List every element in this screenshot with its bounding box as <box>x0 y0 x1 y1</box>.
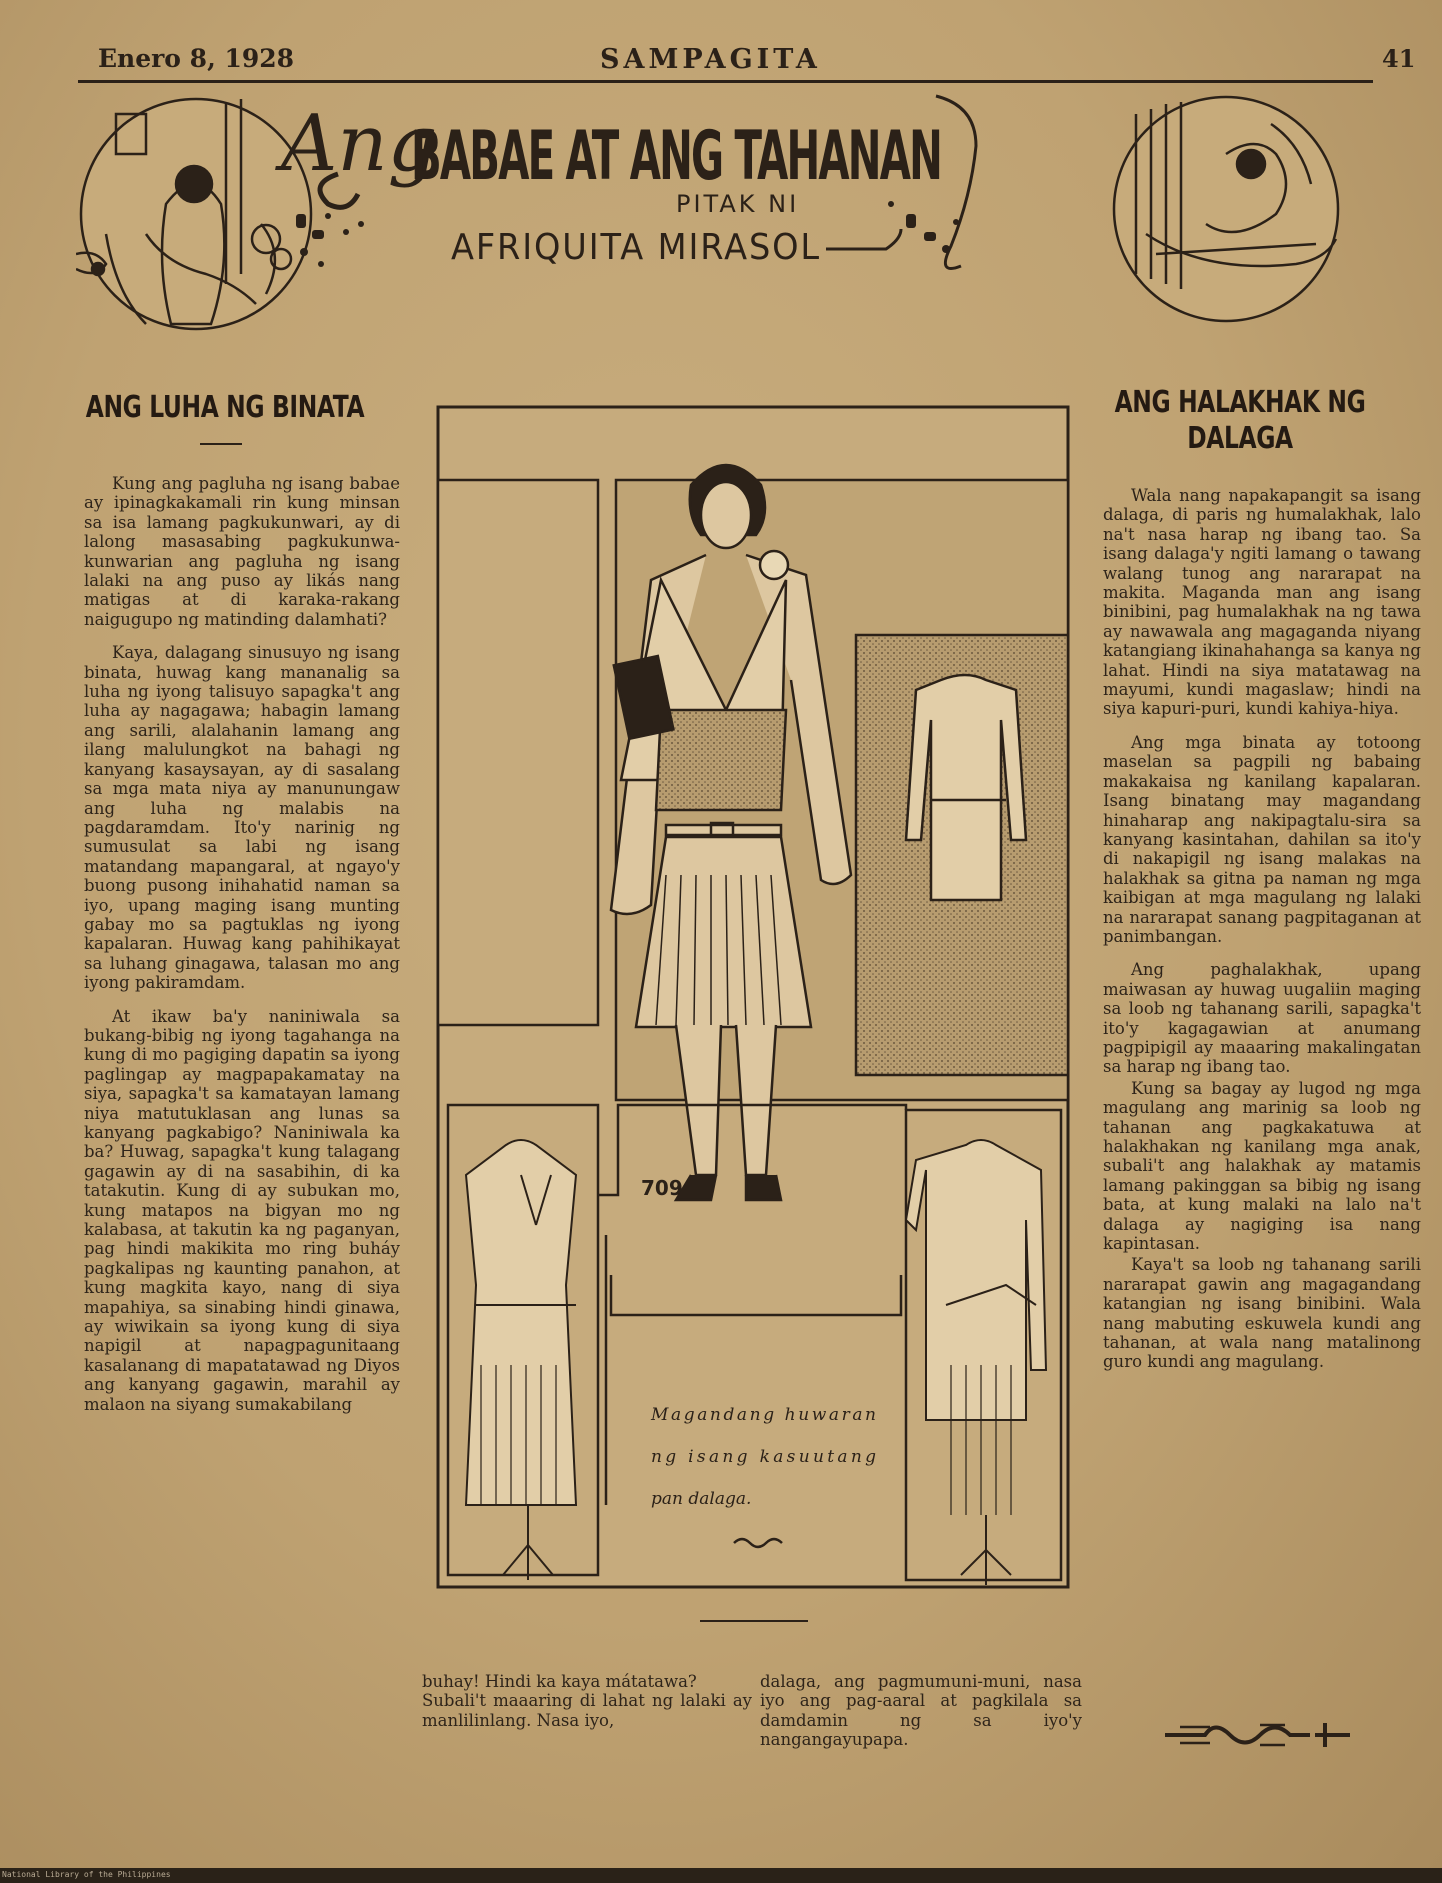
dress-pattern-illustration <box>436 405 1070 1590</box>
magazine-name: SAMPAGITA <box>600 44 821 75</box>
masthead-ang: Ang <box>281 99 438 189</box>
left-paragraph-1: Kung ang pagluha ng isang babae ay ipinagkakamali rin kung minsan sa isa lamang pagkukunwari, ay di lalong masasabing pagkukunwa-kunwarian ang pagluha ng isang lalaki na ang puso ay likás nang matigas at di karaka-rakang naigugupo ng matinding dalamhati? <box>84 474 400 629</box>
right-paragraph-3: Ang paghalakhak, upang maiwasan ay huwag uugaliin maging sa loob ng tahanang sarili, sapagka't ito'y kagagawian at anumang pagpipigil ay maaaring makalingatan sa harap ng ibang tao. <box>1103 960 1421 1077</box>
right-paragraph-1: Wala nang napakapangit sa isang dalaga, di paris ng humalakhak, lalo na't nasa harap ng ibang tao. Sa isang dalaga'y ngiti lamang o tawang walang tunog ang nararapat na makita. Maganda man ang isang binibini, pag humalakhak na ng tawa ay nawawala ang magaganda niyang katangiang ikinahahanga sa kanya ng lahat. Hindi na siya matatawag na mayumi, kundi magaslaw; hindi na siya kapuri-puri, kundi kahiya-hiya. <box>1103 486 1421 719</box>
left-article-body <box>84 474 400 1428</box>
right-paragraph-2: Ang mga binata ay totoong maselan sa pagpili ng babaing makakaisa ng kanilang kapalaran. Isang binatang may magandang hinaharap ang nakipagtalu-sira sa kanyang kasintahan, dahilan sa ito'y di nakapigil ng isang malakas na halakhak sa gitna pa naman ng mga kaibigan at mga magulang ng lalaki na nararapat sanang pagpitaganan at panimbangan. <box>1103 732 1421 946</box>
caption-line-3: pan dalaga. <box>651 1489 752 1509</box>
right-paragraph-4: Kung sa bagay ay lugod ng mga magulang ang marinig sa loob ng tahanan ang pagkakatuwa at halakhakan ng kanilang mga anak, subali't ang halakhak ay matamis lamang pakinggan sa bibig ng isang bata, at kung malaki na lalo na't dalaga ay nagiging isa nang kapintasan. <box>1103 1078 1421 1254</box>
right-vignette-illustration <box>1114 97 1338 321</box>
masthead-subtitle: PITAK NI <box>676 190 800 218</box>
continuation-column-1: buhay! Hindi ka kaya mátatawa? Subali't maaaring di lahat ng lalaki ay manlilinlang. Nasa iyo, <box>422 1672 752 1730</box>
masthead-artwork <box>76 84 1406 374</box>
page-number: 41 <box>1382 44 1416 73</box>
masthead-author: AFRIQUITA MIRASOL <box>451 227 821 268</box>
masthead-title: BABAE AT ANG TAHANAN <box>411 117 941 196</box>
bottom-center-rule <box>700 1620 808 1622</box>
left-heading-rule <box>200 443 242 445</box>
right-paragraph-5: Kaya't sa loob ng tahanang sarili nararapat gawin ang magagandang katangian ng isang binibini. Wala nang mabuting eskuwela kundi ang tahanan, at wala nang matalinong guro kundi ang magulang. <box>1103 1255 1421 1372</box>
right-dots-ornament <box>888 201 959 253</box>
right-article-heading: ANG HALAKHAK NG DALAGA <box>1114 385 1366 456</box>
footer-credit: National Library of the Philippines <box>2 1870 171 1879</box>
left-paragraph-2: Kaya, dalagang sinusuyo ng isang binata, huwag kang mananalig sa luha ng iyong talisuyo sapagka't ang luha ay nagagawa; habagin lamang ang sarili, alalahanin lamang ang ilang malulungkot na bahagi ng kanyang kasaysayan, ay di sasalang sa mga mata niya ay manunungaw ang luha ng malabis na pagdaramdam. Ito'y narinig ng sumusulat sa labi ng isang matandang mapangaral, at ngayo'y buong pusong inihahatid naman sa iyo, upang maging isang munting gabay mo sa pagtuklas ng iyong kapalaran. Huwag kang pahihikayat sa luhang ginagawa, talasan mo ang iyong pakiramdam. <box>84 643 400 993</box>
caption-line-1: Magandang huwaran <box>651 1405 876 1425</box>
end-ornament <box>1160 1715 1360 1755</box>
issue-date: Enero 8, 1928 <box>98 44 295 73</box>
pattern-number: 709 <box>641 1176 683 1200</box>
right-article-body <box>1103 486 1421 1386</box>
left-article-heading: ANG LUHA NG BINATA <box>85 390 365 425</box>
left-vignette-illustration <box>76 99 311 329</box>
header-rule <box>78 80 1373 83</box>
caption-line-2: ng isang kasuutang <box>651 1447 876 1467</box>
left-paragraph-3: At ikaw ba'y naniniwala sa bukang-bibig ng iyong tagahanga na kung di mo pagiging dapatin sa iyong paglingap ay magpapakamatay na siya, sapagka't sa kamatayan lamang niya matutuklasan ang lunas sa kanyang pagkabigo? Naniniwala ka ba? Huwag, sapagka't kung talagang gagawin ay di na sasabihin, di ka tatakutin. Kung di ay subukan mo, kung matapos na bigyan mo ng kalabasa, at takutin ka ng paganyan, pag hindi makikita mo ring buháy pagkalipas ng kaunting panahon, at kung magkita kayo, nang di siya mapahiya, sa sinabing hindi ginawa, ay wiwikain sa iyong kung di siya napigil at napagpagunitaang kasalanang di mapatatawad ng Diyos ang kanyang gagawin, marahil ay malaon na siyang sumakabilang <box>84 1006 400 1414</box>
continuation-column-2: dalaga, ang pagmumuni-muni, nasa iyo ang pag-aaral at pagkilala sa damdamin ng sa iyo'y nangangayupapa. <box>760 1672 1082 1750</box>
